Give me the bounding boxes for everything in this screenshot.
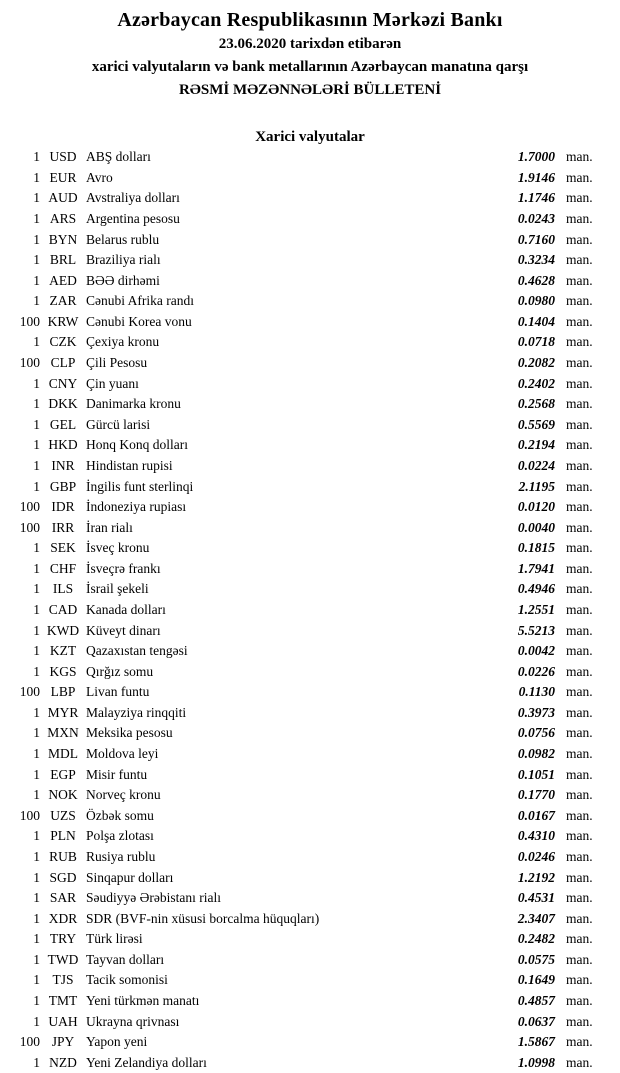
quantity-cell: 1 — [33, 602, 40, 617]
table-row — [0, 168, 620, 189]
currency-name-cell: Küveyt dinarı — [86, 622, 161, 638]
quantity-cell: 100 — [19, 807, 40, 823]
unit-label: man. — [566, 931, 593, 947]
currency-name-cell: Yeni Zelandiya dolları — [86, 1054, 207, 1070]
quantity-cell: 1 — [33, 992, 40, 1008]
unit-label: man. — [566, 746, 593, 762]
currency-name-cell: ABŞ dolları — [86, 149, 151, 165]
unit-label: man. — [566, 581, 593, 597]
unit-label: man. — [566, 416, 593, 432]
table-row — [0, 332, 620, 353]
rate-cell: 0.0718 — [517, 334, 555, 350]
currency-code-cell: CZK — [49, 334, 77, 350]
quantity-cell: 1 — [33, 252, 40, 268]
currency-name-cell: Braziliya rialı — [86, 252, 161, 268]
currency-name-cell: İran rialı — [86, 519, 133, 535]
currency-code-cell: MDL — [48, 746, 78, 762]
currency-code-cell: UZS — [50, 807, 76, 823]
currency-name-cell: Çili Pesosu — [86, 355, 148, 371]
currency-name-cell: Sinqapur dolları — [86, 869, 174, 885]
table-row — [0, 188, 620, 209]
unit-label: man. — [566, 890, 593, 906]
table-row — [0, 456, 620, 477]
quantity-cell: 100 — [19, 355, 40, 371]
currency-code-cell: TJS — [52, 972, 74, 988]
currency-code-cell: IRR — [51, 519, 75, 535]
unit-label: man. — [566, 663, 593, 679]
table-row — [0, 703, 620, 724]
rate-cell: 0.0167 — [517, 807, 555, 823]
currency-name-cell: Qırğız somu — [86, 663, 154, 679]
currency-code-cell: SEK — [50, 540, 76, 556]
unit-label: man. — [566, 1054, 593, 1070]
currency-name-cell: İngilis funt sterlinqi — [86, 478, 194, 494]
table-row — [0, 559, 620, 580]
table-row — [0, 1011, 620, 1032]
table-row — [0, 744, 620, 765]
unit-label: man. — [566, 396, 593, 412]
bulletin-title: RƏSMİ MƏZƏNNƏLƏRİ BÜLLETENİ — [178, 82, 442, 98]
rate-cell: 0.2402 — [517, 375, 555, 391]
currency-name-cell: Honq Konq dolları — [86, 437, 188, 453]
currency-name-cell: Hindistan rupisi — [86, 457, 173, 473]
table-row — [0, 229, 620, 250]
currency-name-cell: Meksika pesosu — [86, 725, 173, 741]
currency-name-cell: Tayvan dolları — [86, 951, 165, 967]
quantity-cell: 1 — [33, 581, 40, 597]
rate-cell: 0.2194 — [517, 437, 555, 453]
currency-name-cell: BƏƏ dirhəmi — [86, 272, 160, 288]
rate-cell: 0.0243 — [517, 211, 555, 227]
currency-name-cell: Norveç kronu — [86, 787, 161, 803]
rate-cell: 1.7941 — [517, 560, 555, 576]
currency-code-cell: ILS — [52, 581, 74, 597]
table-row — [0, 950, 620, 971]
table-row — [0, 970, 620, 991]
currency-code-cell: JPY — [51, 1034, 75, 1050]
unit-label: man. — [566, 272, 593, 288]
currency-code-cell: MXN — [47, 725, 79, 741]
currency-name-cell: Yeni türkmən manatı — [86, 992, 200, 1008]
unit-label: man. — [566, 334, 593, 350]
currency-name-cell: Avstraliya dolları — [86, 190, 180, 206]
currency-code-cell: AED — [49, 272, 77, 288]
section-title-foreign-currencies: Xarici valyutalar — [255, 129, 365, 145]
quantity-cell: 1 — [33, 231, 40, 247]
unit-label: man. — [566, 725, 593, 741]
table-row — [0, 394, 620, 415]
quantity-cell: 1 — [33, 951, 40, 967]
unit-label: man. — [566, 211, 593, 227]
quantity-cell: 1 — [33, 704, 40, 720]
quantity-cell: 1 — [33, 1054, 40, 1070]
table-row — [0, 929, 620, 950]
currency-name-cell: Cənubi Afrika randı — [86, 293, 194, 309]
table-row — [0, 147, 620, 168]
quantity-cell: 100 — [19, 519, 40, 535]
table-row — [0, 908, 620, 929]
quantity-cell: 1 — [33, 622, 40, 638]
table-row — [0, 353, 620, 374]
table-row — [0, 415, 620, 436]
currency-code-cell: CAD — [48, 602, 78, 617]
currency-code-cell: USD — [49, 149, 77, 165]
quantity-cell: 1 — [33, 910, 40, 926]
unit-label: man. — [566, 252, 593, 268]
subject-line: xarici valyutaların və bank metallarının Azərbaycan manatına qarşı — [91, 59, 529, 75]
rate-cell: 0.1051 — [517, 766, 555, 782]
currency-name-cell: Gürcü larisi — [86, 416, 151, 432]
quantity-cell: 1 — [33, 437, 40, 453]
table-row — [0, 1052, 620, 1073]
quantity-cell: 1 — [33, 375, 40, 391]
unit-label: man. — [566, 169, 593, 185]
rate-cell: 1.9146 — [517, 169, 555, 185]
currency-code-cell: DKK — [48, 396, 78, 412]
unit-label: man. — [566, 355, 593, 371]
quantity-cell: 1 — [33, 663, 40, 679]
unit-label: man. — [566, 910, 593, 926]
unit-label: man. — [566, 457, 593, 473]
quantity-cell: 1 — [33, 169, 40, 185]
rate-cell: 0.1404 — [517, 313, 555, 329]
quantity-cell: 100 — [19, 1034, 40, 1050]
rate-cell: 0.1649 — [517, 972, 555, 988]
currency-name-cell: İndoneziya rupiası — [86, 499, 187, 515]
quantity-cell: 1 — [33, 931, 40, 947]
currency-code-cell: KGS — [49, 663, 77, 679]
rate-cell: 0.0982 — [517, 746, 555, 762]
table-row — [0, 435, 620, 456]
currency-code-cell: TRY — [49, 931, 77, 947]
currency-code-cell: CLP — [50, 355, 76, 371]
rate-cell: 0.4531 — [517, 890, 555, 906]
table-row — [0, 847, 620, 868]
unit-label: man. — [566, 190, 593, 206]
table-row — [0, 620, 620, 641]
unit-label: man. — [566, 828, 593, 844]
rate-cell: 0.4310 — [517, 828, 555, 844]
currency-code-cell: EUR — [49, 169, 77, 185]
quantity-cell: 1 — [33, 396, 40, 412]
currency-code-cell: IDR — [51, 499, 75, 515]
table-row — [0, 517, 620, 538]
currency-name-cell: Malayziya rinqqiti — [86, 704, 187, 720]
table-row — [0, 600, 620, 621]
quantity-cell: 1 — [33, 869, 40, 885]
unit-label: man. — [566, 478, 593, 494]
table-row — [0, 1032, 620, 1053]
table-row — [0, 209, 620, 230]
currency-name-cell: Çexiya kronu — [86, 334, 160, 350]
currency-code-cell: GBP — [49, 478, 77, 494]
quantity-cell: 1 — [33, 149, 40, 165]
rate-cell: 0.7160 — [517, 231, 555, 247]
table-row — [0, 806, 620, 827]
quantity-cell: 1 — [33, 828, 40, 844]
unit-label: man. — [566, 375, 593, 391]
currency-name-cell: İsveç kronu — [86, 540, 150, 556]
table-row — [0, 373, 620, 394]
table-row — [0, 826, 620, 847]
quantity-cell: 1 — [33, 725, 40, 741]
table-row — [0, 764, 620, 785]
currency-name-cell: Moldova leyi — [86, 746, 159, 762]
quantity-cell: 1 — [33, 890, 40, 906]
quantity-cell: 1 — [33, 848, 40, 864]
table-row — [0, 682, 620, 703]
currency-code-cell: BRL — [49, 252, 77, 268]
table-row — [0, 291, 620, 312]
currency-code-cell: KZT — [49, 643, 77, 659]
currency-code-cell: ZAR — [49, 293, 77, 309]
rate-cell: 0.0980 — [517, 293, 555, 309]
unit-label: man. — [566, 622, 593, 638]
currency-code-cell: LBP — [50, 684, 76, 700]
quantity-cell: 1 — [33, 293, 40, 309]
currency-code-cell: SGD — [49, 869, 77, 885]
quantity-cell: 1 — [33, 416, 40, 432]
quantity-cell: 1 — [33, 540, 40, 556]
unit-label: man. — [566, 560, 593, 576]
rate-cell: 0.1770 — [517, 787, 555, 803]
rate-cell: 0.0756 — [517, 725, 555, 741]
unit-label: man. — [566, 766, 593, 782]
unit-label: man. — [566, 313, 593, 329]
bank-name-title: Azərbaycan Respublikasının Mərkəzi Bankı — [117, 9, 503, 31]
table-row — [0, 250, 620, 271]
currency-name-cell: Tacik somonisi — [86, 972, 168, 988]
table-row — [0, 270, 620, 291]
currency-code-cell: BYN — [48, 231, 78, 247]
currency-name-cell: Danimarka kronu — [86, 396, 181, 412]
rate-cell: 5.5213 — [517, 622, 555, 638]
quantity-cell: 100 — [19, 499, 40, 515]
currency-code-cell: XDR — [48, 910, 78, 926]
rate-cell: 0.4857 — [517, 992, 555, 1008]
quantity-cell: 1 — [33, 560, 40, 576]
currency-code-cell: TMT — [48, 992, 78, 1008]
quantity-cell: 1 — [33, 1013, 40, 1029]
rate-cell: 0.5569 — [517, 416, 555, 432]
quantity-cell: 1 — [33, 787, 40, 803]
unit-label: man. — [566, 1034, 593, 1050]
rate-cell: 1.1746 — [517, 190, 555, 206]
unit-label: man. — [566, 848, 593, 864]
quantity-cell: 1 — [33, 190, 40, 206]
rate-cell: 0.0226 — [517, 663, 555, 679]
rate-cell: 1.5867 — [517, 1034, 555, 1050]
currency-name-cell: Ukrayna qrivnası — [86, 1013, 180, 1029]
currency-code-cell: AUD — [48, 190, 78, 206]
unit-label: man. — [566, 293, 593, 309]
unit-label: man. — [566, 1013, 593, 1029]
currency-code-cell: CNY — [48, 375, 78, 391]
currency-name-cell: Türk lirəsi — [86, 931, 143, 947]
unit-label: man. — [566, 149, 593, 165]
currency-name-cell: Belarus rublu — [86, 231, 160, 247]
currency-code-cell: NZD — [49, 1054, 77, 1070]
currency-name-cell: Səudiyyə Ərəbistanı rialı — [86, 890, 221, 906]
currency-code-cell: KWD — [46, 622, 80, 638]
rate-cell: 1.0998 — [517, 1054, 555, 1070]
unit-label: man. — [566, 519, 593, 535]
currency-name-cell: Qazaxıstan tengəsi — [86, 643, 188, 659]
currency-name-cell: Kanada dolları — [86, 602, 166, 617]
rate-cell: 0.0575 — [517, 951, 555, 967]
currency-code-cell: KRW — [47, 313, 79, 329]
currency-name-cell: Polşa zlotası — [86, 828, 154, 844]
rate-cell: 0.2482 — [517, 931, 555, 947]
table-row — [0, 641, 620, 662]
currency-name-cell: Avro — [86, 169, 113, 185]
quantity-cell: 1 — [33, 478, 40, 494]
rate-cell: 0.0224 — [517, 457, 555, 473]
rates-table — [0, 147, 620, 1073]
currency-name-cell: Çin yuanı — [86, 375, 139, 391]
rate-cell: 1.2551 — [517, 602, 555, 617]
rate-cell: 0.0040 — [517, 519, 555, 535]
quantity-cell: 1 — [33, 211, 40, 227]
currency-name-cell: Livan funtu — [86, 684, 150, 700]
rate-cell: 2.3407 — [517, 910, 555, 926]
unit-label: man. — [566, 540, 593, 556]
rate-cell: 0.3234 — [517, 252, 555, 268]
rate-cell: 0.2082 — [517, 355, 555, 371]
currency-name-cell: Yapon yeni — [86, 1034, 148, 1050]
rate-cell: 0.2568 — [517, 396, 555, 412]
quantity-cell: 1 — [33, 746, 40, 762]
rate-cell: 0.0246 — [517, 848, 555, 864]
currency-code-cell: PLN — [50, 828, 76, 844]
rate-cell: 0.0042 — [517, 643, 555, 659]
table-row — [0, 723, 620, 744]
unit-label: man. — [566, 437, 593, 453]
currency-code-cell: ARS — [49, 211, 77, 227]
currency-name-cell: Argentina pesosu — [86, 211, 180, 227]
table-row — [0, 497, 620, 518]
currency-name-cell: Cənubi Korea vonu — [86, 313, 192, 329]
table-row — [0, 867, 620, 888]
table-row — [0, 991, 620, 1012]
rate-cell: 0.3973 — [517, 704, 555, 720]
rate-cell: 0.1130 — [518, 684, 555, 700]
currency-name-cell: İsveçrə frankı — [86, 560, 161, 576]
rate-cell: 0.0120 — [517, 499, 555, 515]
rate-cell: 0.4946 — [517, 581, 555, 597]
currency-name-cell: Rusiya rublu — [86, 848, 156, 864]
currency-code-cell: SAR — [49, 890, 77, 906]
rate-cell: 1.2192 — [517, 869, 555, 885]
table-row — [0, 579, 620, 600]
quantity-cell: 1 — [33, 766, 40, 782]
unit-label: man. — [566, 704, 593, 720]
currency-name-cell: Özbək somu — [86, 807, 154, 823]
currency-code-cell: MYR — [47, 704, 79, 720]
table-row — [0, 888, 620, 909]
unit-label: man. — [566, 869, 593, 885]
quantity-cell: 1 — [33, 972, 40, 988]
currency-code-cell: CHF — [49, 560, 77, 576]
unit-label: man. — [566, 807, 593, 823]
currency-code-cell: HKD — [48, 437, 78, 453]
rate-cell: 1.7000 — [517, 149, 555, 165]
quantity-cell: 100 — [19, 313, 40, 329]
currency-name-cell: SDR (BVF-nin xüsusi borcalma hüquqları) — [86, 910, 320, 926]
unit-label: man. — [566, 972, 593, 988]
unit-label: man. — [566, 643, 593, 659]
currency-name-cell: Misir funtu — [86, 766, 148, 782]
rate-cell: 0.0637 — [517, 1013, 555, 1029]
unit-label: man. — [566, 602, 593, 617]
quantity-cell: 1 — [33, 457, 40, 473]
unit-label: man. — [566, 499, 593, 515]
unit-label: man. — [566, 231, 593, 247]
rate-cell: 0.4628 — [517, 272, 555, 288]
currency-code-cell: UAH — [48, 1013, 78, 1029]
currency-code-cell: TWD — [47, 951, 79, 967]
currency-code-cell: GEL — [49, 416, 77, 432]
currency-code-cell: EGP — [50, 766, 76, 782]
table-row — [0, 661, 620, 682]
effective-date-line: 23.06.2020 tarixdən etibarən — [218, 36, 402, 52]
quantity-cell: 1 — [33, 643, 40, 659]
table-row — [0, 476, 620, 497]
quantity-cell: 100 — [19, 684, 40, 700]
table-row — [0, 312, 620, 333]
quantity-cell: 1 — [33, 334, 40, 350]
unit-label: man. — [566, 951, 593, 967]
currency-name-cell: İsrail şekeli — [86, 581, 149, 597]
rate-cell: 0.1815 — [517, 540, 555, 556]
currency-code-cell: INR — [51, 457, 75, 473]
quantity-cell: 1 — [33, 272, 40, 288]
currency-code-cell: NOK — [48, 787, 78, 803]
table-row — [0, 785, 620, 806]
unit-label: man. — [566, 684, 593, 700]
currency-code-cell: RUB — [49, 848, 77, 864]
unit-label: man. — [566, 992, 593, 1008]
unit-label: man. — [566, 787, 593, 803]
table-row — [0, 538, 620, 559]
rate-cell: 2.1195 — [518, 478, 555, 494]
